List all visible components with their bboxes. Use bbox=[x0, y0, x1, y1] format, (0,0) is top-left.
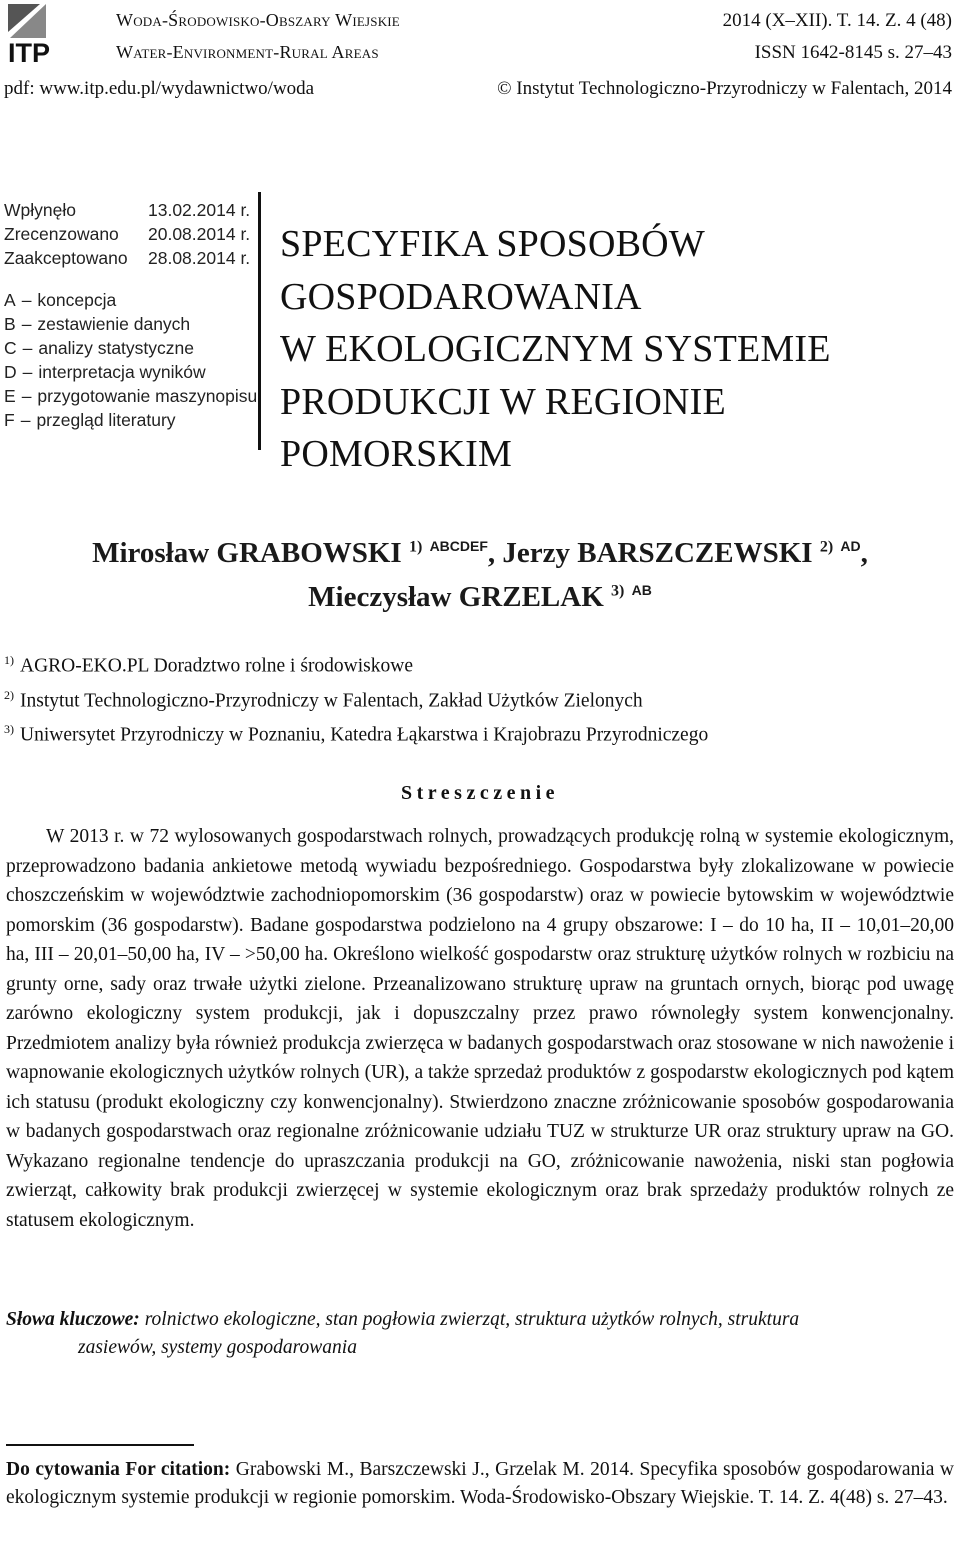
affiliation bbox=[4, 646, 708, 681]
contribution-letter: E bbox=[4, 386, 16, 406]
title-line: W EKOLOGICZNYM SYSTEMIE bbox=[280, 328, 831, 370]
authors bbox=[0, 528, 960, 616]
citation bbox=[6, 1456, 954, 1512]
journal-name-pl: Woda-Środowisko-Obszary Wiejskie bbox=[116, 10, 400, 30]
divider bbox=[258, 192, 261, 450]
affiliation bbox=[4, 715, 708, 750]
volume-info: 2014 (X–XII). T. 14. Z. 4 (48) bbox=[722, 10, 952, 31]
author-affiliation-ref: 1) bbox=[408, 538, 423, 556]
citation-label: Do cytowania For citation: bbox=[6, 1459, 231, 1480]
author-affiliation-ref: 2) bbox=[819, 538, 834, 556]
contribution-item: D – interpretacja wyników bbox=[4, 362, 206, 382]
authors-line-2 bbox=[0, 572, 960, 616]
contribution-text: zestawienie danych bbox=[37, 314, 191, 334]
logo-text: ITP bbox=[8, 38, 51, 64]
affiliation-text: Instytut Technologiczno-Przyrodniczy w Falentach, Zakład Użytków Zielonych bbox=[20, 690, 643, 711]
contribution-letter: D bbox=[4, 362, 17, 382]
contribution-item: B – zestawienie danych bbox=[4, 314, 191, 334]
title-line: SPECYFIKA SPOSOBÓW bbox=[280, 223, 705, 265]
date-label: Zaakceptowano bbox=[4, 248, 128, 268]
contribution-text: interpretacja wyników bbox=[38, 362, 206, 382]
abstract-text: W 2013 r. w 72 wylosowanych gospodarstwach rolnych, prowadzących produkcję rolną w systemie ekologicznym, przeprowadzono badania ankietowe metodą wywiadu bezpośredniego. Gospodarstwa były zlokalizowane w powiecie choszczeńskim w województwie zachodniopomorskim (36 gospodarstw) oraz w powiecie bytowskim w województwie pomorskim (36 gospodarstw). Badane gospodarstwa podzielono na 4 grupy obszarowe: I – do 10 ha, II – 10,01–20,00 ha, III – 20,01–50,00 ha, IV – >50,00 ha. Określono wielkość gospodarstw oraz strukturę użytków rolnych w rozbiciu na grunty orne, sady oraz trwałe użytki zielone. Przeanalizowano strukturę upraw na gruntach ornych, biorąc pod uwagę zarówno ekologiczny system produkcji, jak i dopuszczalny przez prawo równoległy system konwencjonalny. Przedmiotem analizy była również produkcja zwierzęca w badanych gospodarstwach oraz stosowane w nich nawożenie i wapnowanie ekologicznych użytków rolnych (UR), a także sprzedaż produktów z gospodarstw ekologicznych pod kątem ich statusu (produkt ekologiczny czy konwencjonalny). Stwierdzono znaczne zróżnicowanie sposobów gospodarowania w badanych gospodarstwach oraz regionalne zróżnicowanie udziału TUZ w strukturze UR oraz struktury upraw na GO. Wykazano regionalne tendencje do upraszczania produkcji na GO, zróżnicowanie nawożenia, niski stan pogłowia zwierząt, całkowity brak produkcji zwierzęcej w systemie ekologicznym oraz brak sprzedaży produktów rolnych ze statusem ekologicznym. bbox=[6, 826, 954, 1231]
journal-name-en: Water-Environment-Rural Areas bbox=[116, 42, 379, 62]
article-info bbox=[4, 198, 257, 432]
date-value: 13.02.2014 r. bbox=[148, 200, 251, 220]
keywords-line-2: zasiewów, systemy gospodarowania bbox=[78, 1337, 357, 1358]
article-title bbox=[280, 218, 960, 481]
contribution-text: analizy statystyczne bbox=[38, 338, 194, 358]
contribution-text: koncepcja bbox=[37, 290, 117, 310]
contribution-letter: F bbox=[4, 410, 15, 430]
copyright: © Instytut Technologiczno-Przyrodniczy w Falentach, 2014 bbox=[497, 78, 952, 99]
keywords-text: rolnictwo ekologiczne, stan pogłowia zwierząt, struktura użytków rolnych, struktura bbox=[144, 1309, 800, 1330]
author-separator: , bbox=[487, 537, 503, 569]
affiliations bbox=[4, 646, 708, 750]
author-contribution-code: AB bbox=[631, 582, 652, 598]
contribution-text: przegląd literatury bbox=[36, 410, 176, 430]
date-value: 20.08.2014 r. bbox=[148, 224, 251, 244]
affiliation-number: 1) bbox=[4, 653, 14, 667]
issn-pages: ISSN 1642-8145 s. 27–43 bbox=[754, 42, 952, 63]
keywords bbox=[6, 1306, 954, 1362]
keywords-line-1 bbox=[6, 1306, 954, 1334]
date-label: Zrecenzowano bbox=[4, 224, 119, 244]
itp-logo bbox=[6, 2, 92, 64]
affiliation-text: Uniwersytet Przyrodniczy w Poznaniu, Katedra Łąkarstwa i Krajobrazu Przyrodniczego bbox=[20, 724, 709, 746]
date-label: Wpłynęło bbox=[4, 200, 76, 220]
date-value: 28.08.2014 r. bbox=[148, 248, 251, 268]
author-contribution-code: AD bbox=[840, 538, 861, 554]
title-line: PRODUKCJI W REGIONIE POMORSKIM bbox=[280, 380, 726, 475]
authors-line-1 bbox=[0, 528, 960, 572]
contribution-legend bbox=[4, 288, 257, 432]
keywords-label: Słowa kluczowe: bbox=[6, 1309, 140, 1330]
author-separator: , bbox=[860, 537, 868, 569]
affiliation bbox=[4, 681, 708, 716]
author-affiliation-ref: 3) bbox=[611, 582, 625, 600]
abstract-heading: Streszczenie bbox=[400, 782, 560, 804]
contribution-item: A – koncepcja bbox=[4, 290, 117, 310]
date-accepted bbox=[4, 246, 257, 270]
author-contribution-code: ABCDEF bbox=[429, 538, 488, 554]
contribution-item: E – przygotowanie maszynopisu bbox=[4, 386, 258, 406]
contribution-letter: A bbox=[4, 290, 16, 310]
pdf-url[interactable]: pdf: www.itp.edu.pl/wydawnictwo/woda bbox=[4, 78, 315, 99]
contribution-item: F – przegląd literatury bbox=[4, 410, 176, 430]
date-received bbox=[4, 198, 257, 222]
citation-text: Grabowski M., Barszczewski J., Grzelak M. 2014. Specyfika sposobów gospodarowania w ekologicznym systemie produkcji w regionie pomorskim. Woda-Środowisko-Obszary Wiejskie. T. 14. Z. 4(48) s. 27–43. bbox=[6, 1459, 955, 1508]
title-line: GOSPODAROWANIA bbox=[280, 275, 642, 318]
footnote-rule bbox=[6, 1444, 194, 1446]
author-name: Mieczysław GRZELAK bbox=[308, 581, 604, 613]
contribution-text: przygotowanie maszynopisu bbox=[37, 386, 258, 406]
affiliation-number: 2) bbox=[4, 687, 14, 702]
contribution-item: C – analizy statystyczne bbox=[4, 338, 194, 358]
contribution-letter: C bbox=[4, 338, 17, 358]
author-name: Mirosław GRABOWSKI bbox=[92, 537, 402, 569]
date-reviewed bbox=[4, 222, 257, 246]
author-name: Jerzy BARSZCZEWSKI bbox=[502, 537, 813, 569]
affiliation-text: AGRO-EKO.PL Doradztwo rolne i środowiskowe bbox=[20, 655, 414, 677]
affiliation-number: 3) bbox=[4, 722, 14, 736]
contribution-letter: B bbox=[4, 314, 16, 334]
